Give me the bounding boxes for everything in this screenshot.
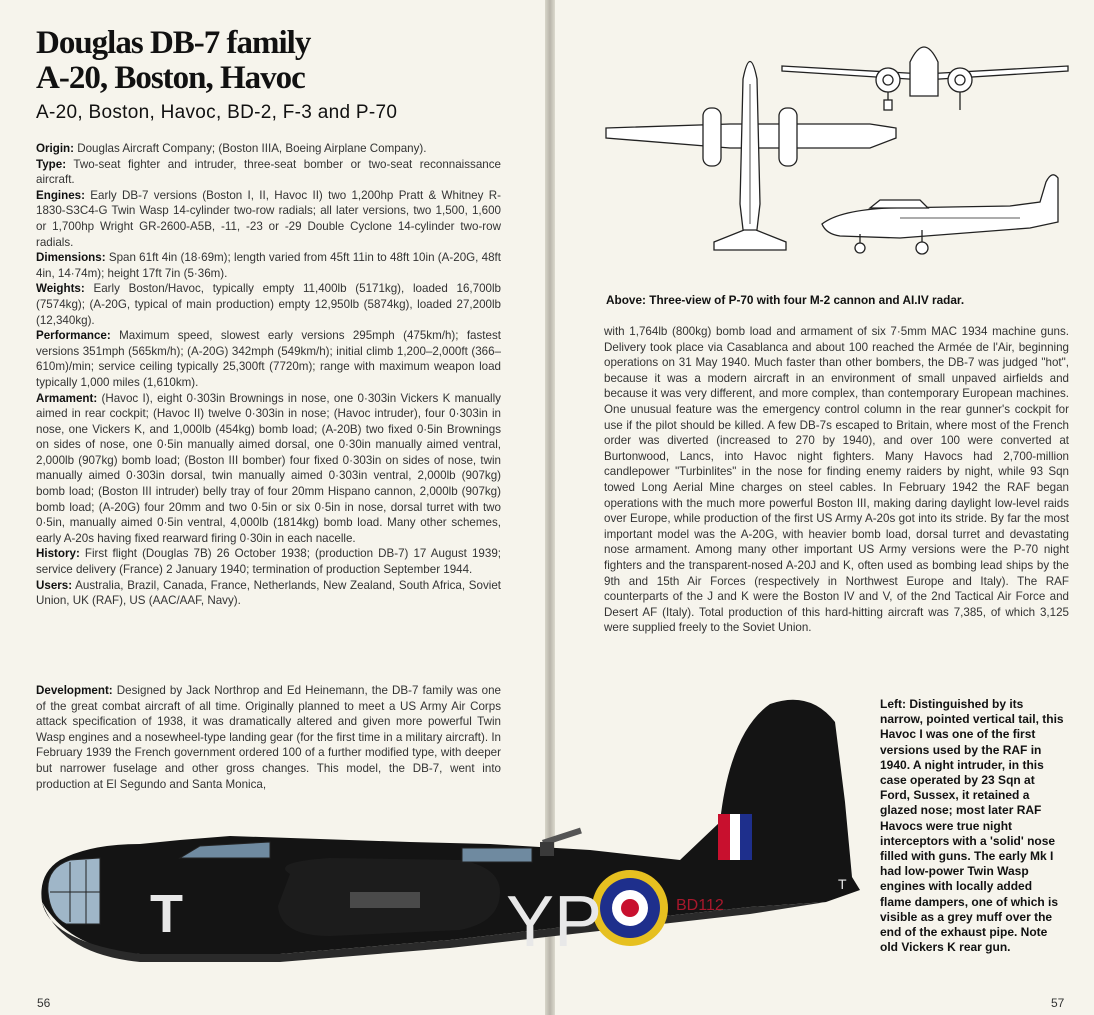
page-title bbox=[36, 26, 310, 96]
spec-label: Armament: bbox=[36, 391, 98, 405]
havoc-profile-illustration bbox=[30, 692, 865, 982]
development-text: Designed by Jack Northrop and Ed Heinemann, the DB-7 family was one of the great combat aircraft of all time. Originally planned to meet a US Army Air Corps attack specification of 1938, it was dramatically altered and given more powerful Twin Wasp engines and a nosewheel-type landing gear (for the first time in a military aircraft). In February 1939 the French government ordered 100 of a further modified type, with deeper but narrower fuselage and other gross changes. This model, the DB-7, went into production at El Segundo and Santa Monica, bbox=[36, 684, 501, 791]
side-view bbox=[822, 175, 1058, 254]
right-body-text: with 1,764lb (800kg) bomb load and armament of six 7·5mm MAC 1934 machine guns. Delivery took place via Casablanca and about 100 reached the Armée de l'Air, beginning operations on 31 May 1940. Much faster than other bombers, the DB-7 was judged "hot", because it was a modern aircraft in an environment of small unpaved airfields and because it was very different, and more complex, than contemporary European machines. One unusual feature was the emergency control column in the rear gunner's cockpit for use if the pilot should be killed. A few DB-7s escaped to Britain, where most of the French order was diverted (increased to 270 by 1940), and over 100 were converted at Burtonwood, Lancs, into Havoc night fighters. Many Havocs had 2,700-million candlepower "Turbinlites" in the nose for finding enemy raiders by night, while 93 Sqn towed Long Aerial Mine charges on steel cables. In February 1942 the RAF began operations with the much more powerful Boston III, making daring daylight low-level raids over Europe, while production of the first US Army A-20s got into its stride. By far the most important model was the A-20G, with heavier bomb load, dorsal turret and devastating nose armament. Among many other important US Army versions were the P-70 night fighters and the transparent-nosed A-20J and K, often used as bombing lead ships by the 9th and 15th Air Forces (respectively in Northwest Europe and Italy). The RAF counterparts of the J and K were the Boston IV and V, of the 2nd Tactical Air Force and Desert AF (Italy). Total production of this hard-hitting aircraft was 7,385, of which 3,125 were supplied freely to the Soviet Union. bbox=[604, 325, 1069, 635]
spec-engines bbox=[36, 188, 501, 250]
spec-label: Origin: bbox=[36, 142, 74, 155]
spec-origin bbox=[36, 141, 501, 157]
spec-text: Early DB-7 versions (Boston I, II, Havoc II) two 1,200hp Pratt & Whitney R-1830-S3C4-G Twin Wasp 14-cylinder two-row radials; all later versions, two 1,500, 1,600 or 1,700hp Wright GR-2600-A5B, -11, -23 or -29 Double Cyclone 14-cylinder two-row radials. bbox=[36, 188, 501, 249]
spec-armament bbox=[36, 391, 501, 547]
havoc-caption: Left: Distinguished by its narrow, pointed vertical tail, this Havoc I was one of the first versions used by the RAF in 1940. A night intruder, in this case operated by 23 Sqn at Ford, Sussex, it retained a glazed nose; most later RAF Havocs were true night interceptors with a 'solid' nose filled with guns. The early Mk I had low-power Twin Wasp engines with locally added flame dampers, one of which is visible as a grey muff over the end of the exhaust pipe. Note old Vickers K rear gun. bbox=[880, 697, 1064, 955]
spec-history bbox=[36, 546, 501, 577]
spec-text: Two-seat fighter and intruder, three-seat bomber or two-seat reconnaissance aircraft. bbox=[36, 157, 501, 187]
spec-text: Australia, Brazil, Canada, France, Netherlands, New Zealand, South Africa, Soviet Union, UK (RAF), US (AAC/AAF, Navy). bbox=[36, 578, 501, 608]
page-number-left: 56 bbox=[37, 996, 51, 1010]
spec-text: Early Boston/Havoc, typically empty 11,400lb (5171kg), loaded 16,700lb (7574kg); (A-20G, typical of main production) empty 12,950lb (5874kg), loaded 27,200lb (12,340kg). bbox=[36, 282, 501, 327]
three-view-drawing bbox=[600, 24, 1080, 289]
spec-weights bbox=[36, 281, 501, 328]
spec-text: First flight (Douglas 7B) 26 October 1938; (production DB-7) 17 August 1939; service delivery (France) 2 January 1940; termination of production September 1944. bbox=[36, 547, 501, 577]
spec-type bbox=[36, 157, 501, 188]
development-label: Development: bbox=[36, 684, 113, 697]
spec-label: Performance: bbox=[36, 329, 111, 343]
front-view bbox=[782, 47, 1068, 110]
spec-label: Engines: bbox=[36, 188, 85, 202]
tail-code-letter: T bbox=[838, 876, 847, 892]
spec-text: Douglas Aircraft Company; (Boston IIIA, Boeing Airplane Company). bbox=[77, 142, 427, 155]
spec-label: History: bbox=[36, 547, 80, 561]
page-subtitle: A-20, Boston, Havoc, BD-2, F-3 and P-70 bbox=[36, 102, 398, 123]
spec-performance bbox=[36, 328, 501, 390]
spec-text: Maximum speed, slowest early versions 295mph (475km/h); fastest versions 351mph (565km/h); (A-20G) 342mph (549km/h); initial climb 1,200–2,000ft (366–610m)/min; service ceiling typically 25,300ft (7720m); range with maximum weapon load typically 1,000 miles (1,610km). bbox=[36, 329, 501, 389]
aircraft-serial: BD112 bbox=[676, 897, 724, 914]
page-number-right: 57 bbox=[1051, 996, 1065, 1010]
spec-text: Span 61ft 4in (18·69m); length varied from 45ft 11in to 48ft 10in (A-20G, 48ft 4in, 14·74m); height 17ft 7in (5·36m). bbox=[36, 251, 501, 280]
specifications-block bbox=[36, 141, 501, 609]
nose-glazing bbox=[48, 858, 100, 924]
spec-label: Dimensions: bbox=[36, 251, 106, 265]
fuselage-roundel bbox=[592, 870, 668, 946]
spec-label: Type: bbox=[36, 157, 67, 171]
spec-label: Users: bbox=[36, 578, 73, 592]
squadron-code-letters: YP bbox=[506, 882, 603, 962]
fin-flash bbox=[718, 814, 752, 860]
three-view-caption: Above: Three-view of P-70 with four M-2 cannon and AI.IV radar. bbox=[606, 293, 965, 307]
spec-label: Weights: bbox=[36, 282, 85, 296]
engine-nacelle bbox=[278, 858, 500, 936]
spec-text: (Havoc I), eight 0·303in Brownings in nose, one 0·303in Vickers K manually aimed in rear cockpit; (Havoc II) twelve 0·303in in nose; (Havoc intruder), four 0·303in in nose, one Vickers K, and 1,000lb (454kg) bomb load; (A-20B) two fixed 0·5in Brownings on sides of nose, one 0·5in manually aimed dorsal, one 0·30in manually aimed ventral, 2,000lb (907kg) bomb load; (Boston III bomber) four fixed 0·303in on sides of nose, twin manually aimed 0·303in dorsal, twin manually aimed 0·303in ventral, 2,000lb (907kg) bomb load; (Boston III intruder) belly tray of four 20mm Hispano cannon, 2,000lb (907kg) bomb load; (A-20G) four 20mm and two 0·5in or six 0·5in in nose, dorsal turret with two 0·5in, manually aimed 0·5in ventral, 4,000lb (1814kg) bomb load. Many other schemes, early A-20s having fixed rearward firing 0·30in in each nacelle. bbox=[36, 391, 501, 545]
spec-dimensions bbox=[36, 250, 501, 281]
spec-users bbox=[36, 578, 501, 609]
title-line-1: Douglas DB-7 family bbox=[36, 25, 311, 61]
title-line-2: A-20, Boston, Havoc bbox=[36, 60, 305, 96]
nose-code-letter: T bbox=[150, 884, 183, 944]
